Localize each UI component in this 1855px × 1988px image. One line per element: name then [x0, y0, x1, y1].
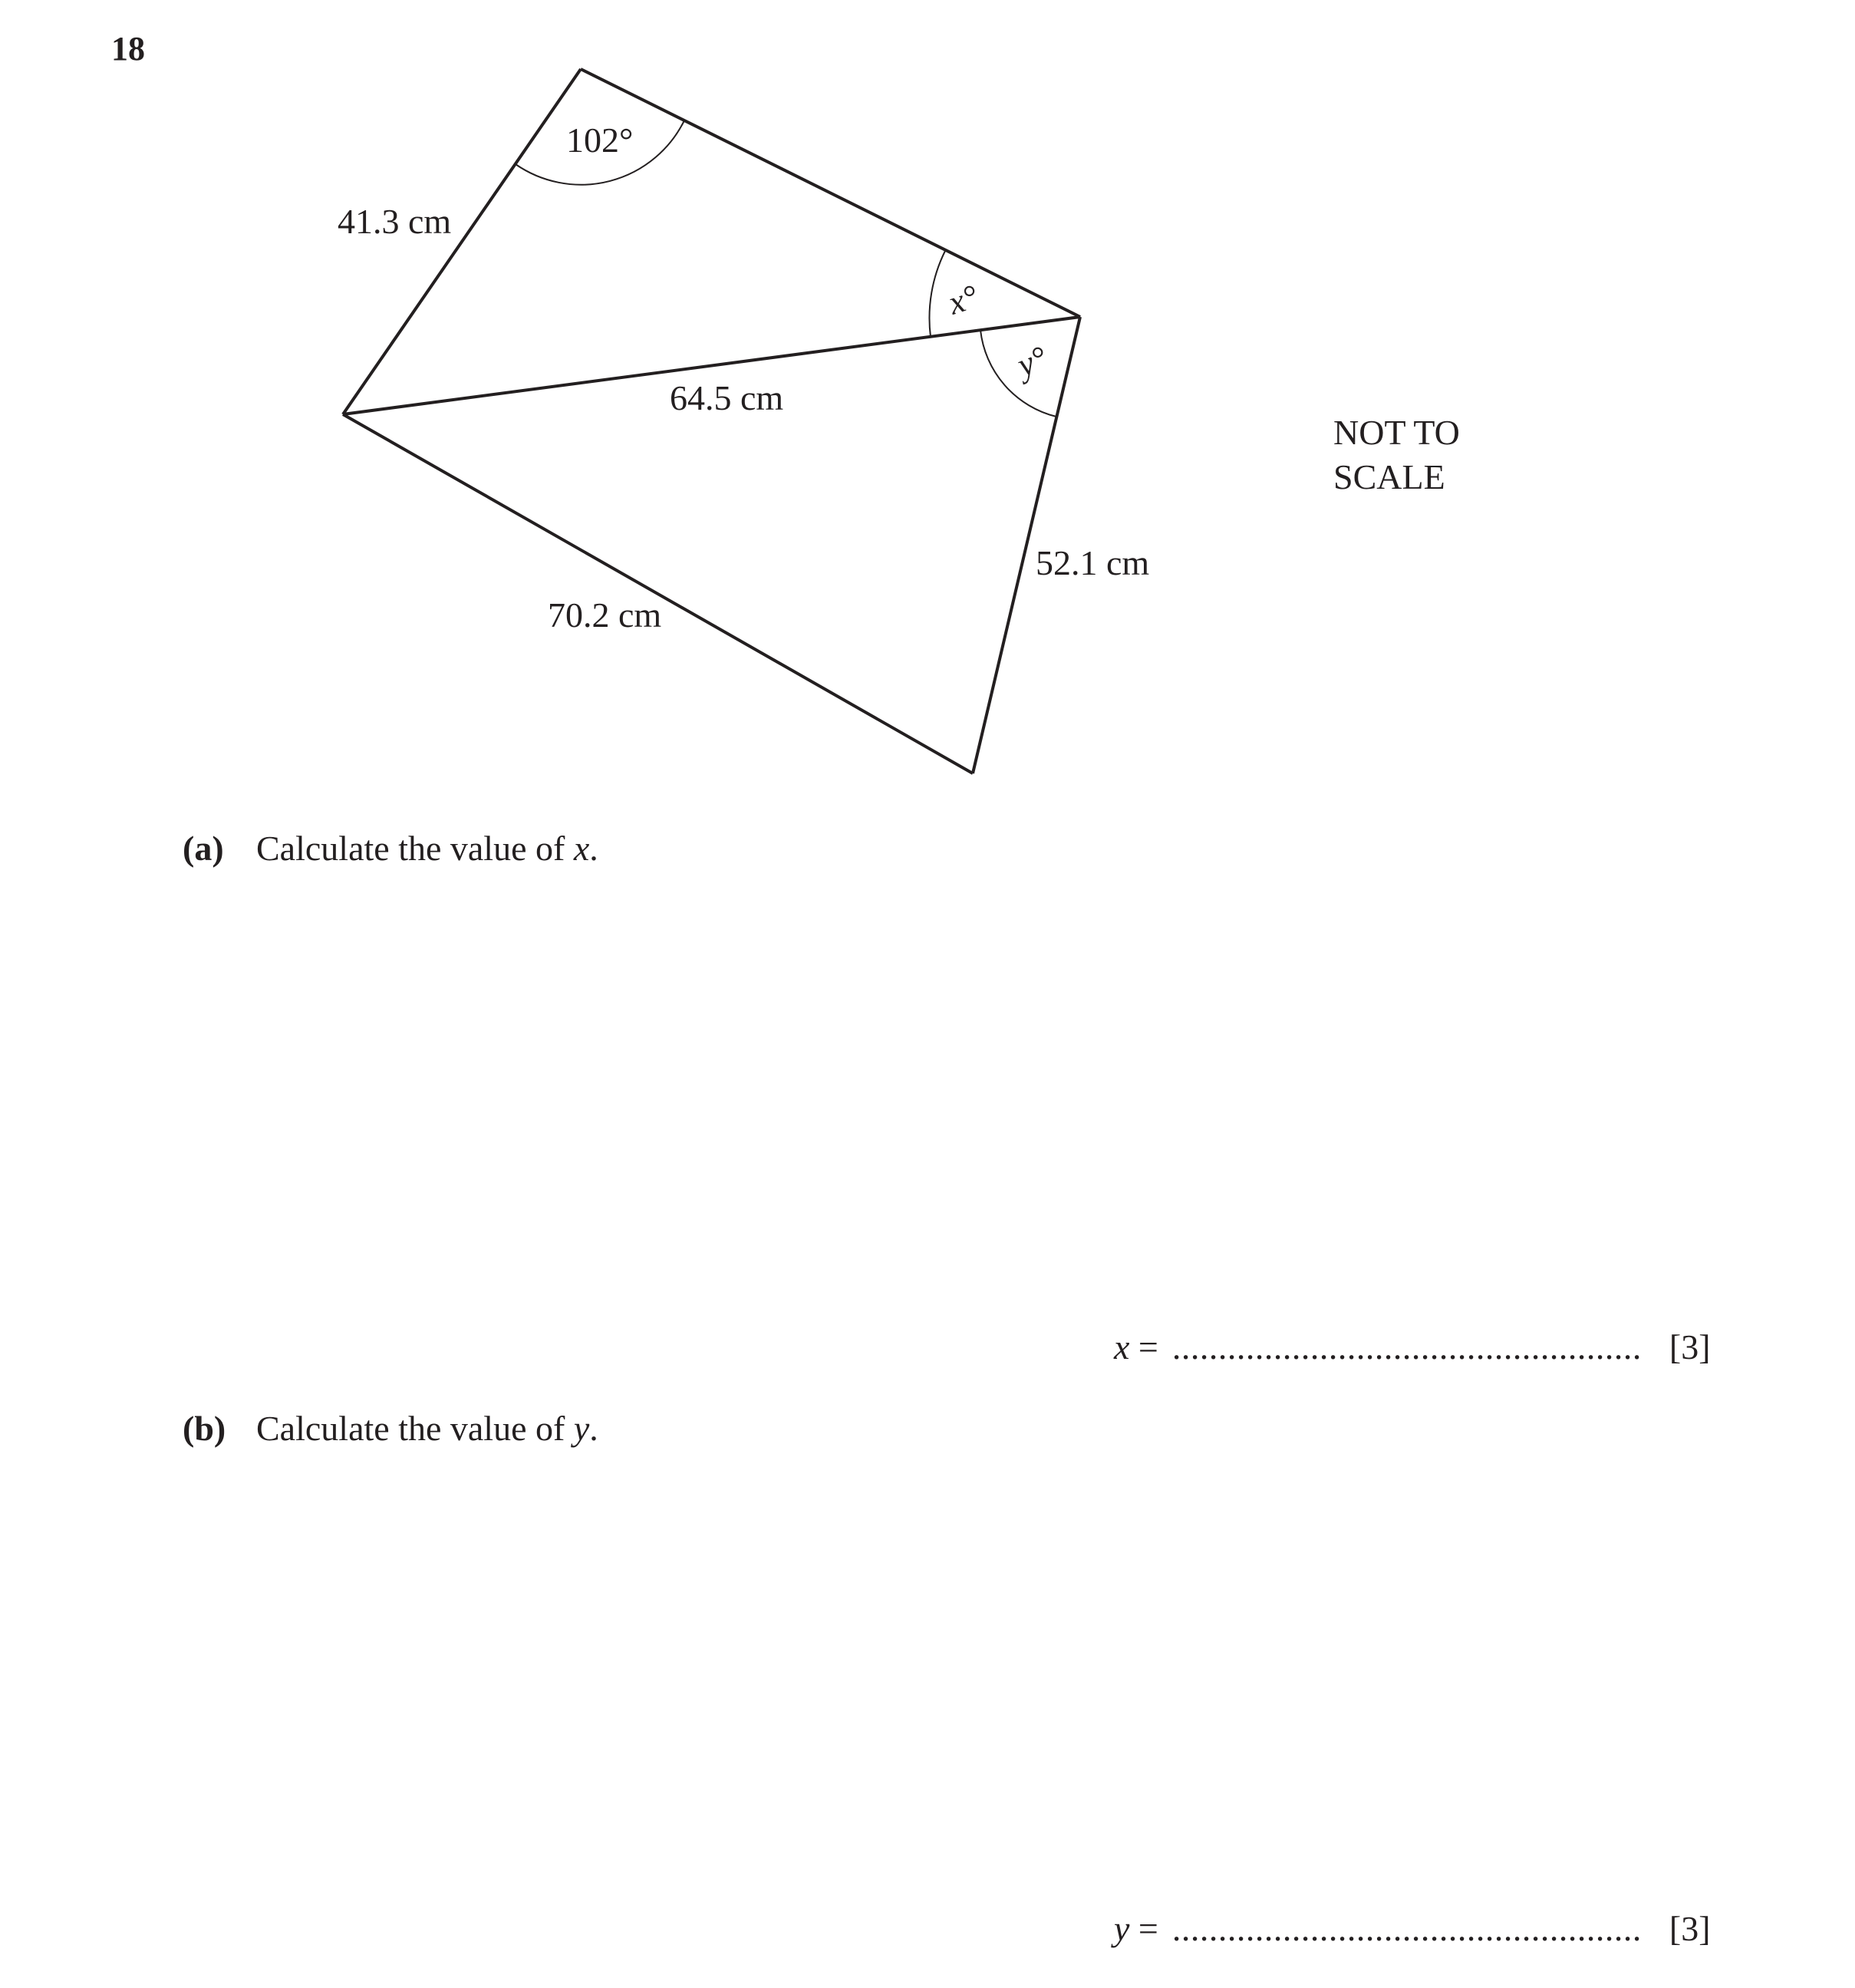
part-b-answer-variable: y — [1114, 1909, 1130, 1948]
part-a-text: Calculate the value of — [256, 829, 574, 868]
part-b-answer-field[interactable]: ................................................... — [1171, 1909, 1642, 1948]
question-number: 18 — [111, 30, 145, 68]
part-a-label: (a) — [183, 829, 224, 868]
part-b-variable: y — [573, 1409, 590, 1448]
label-angle-x: x° — [944, 277, 983, 322]
part-b-text: Calculate the value of — [256, 1409, 574, 1448]
quadrilateral-diagram — [0, 0, 1855, 813]
edge-left — [343, 69, 581, 414]
part-b-marks: [3] — [1669, 1909, 1711, 1948]
part-a-answer-variable: x — [1114, 1327, 1130, 1367]
label-angle-top: 102° — [566, 120, 634, 160]
label-side-diagonal: 64.5 cm — [670, 378, 784, 417]
part-b-answer-equals: = — [1129, 1909, 1158, 1948]
part-a-marks: [3] — [1669, 1327, 1711, 1367]
not-to-scale-note: NOT TO SCALE — [1333, 413, 1460, 496]
label-angle-y: y° — [1012, 338, 1053, 384]
part-a-question — [183, 826, 598, 872]
label-side-bottom-left: 70.2 cm — [548, 595, 662, 635]
part-b-period: . — [589, 1409, 598, 1448]
part-b-question — [183, 1406, 598, 1452]
part-b-answer-line — [1114, 1906, 1711, 1952]
part-a-answer-equals: = — [1129, 1327, 1158, 1367]
label-side-right: 52.1 cm — [1036, 543, 1150, 582]
edge-top — [581, 69, 1080, 317]
edge-bottom-left — [343, 414, 973, 773]
part-a-variable: x — [573, 829, 590, 868]
part-a-period: . — [589, 829, 598, 868]
part-a-answer-field[interactable]: ................................................... — [1171, 1327, 1642, 1367]
part-b-label: (b) — [183, 1409, 226, 1448]
angle-arc-x — [929, 251, 945, 337]
label-side-left: 41.3 cm — [338, 202, 452, 241]
part-a-answer-line — [1114, 1324, 1711, 1370]
